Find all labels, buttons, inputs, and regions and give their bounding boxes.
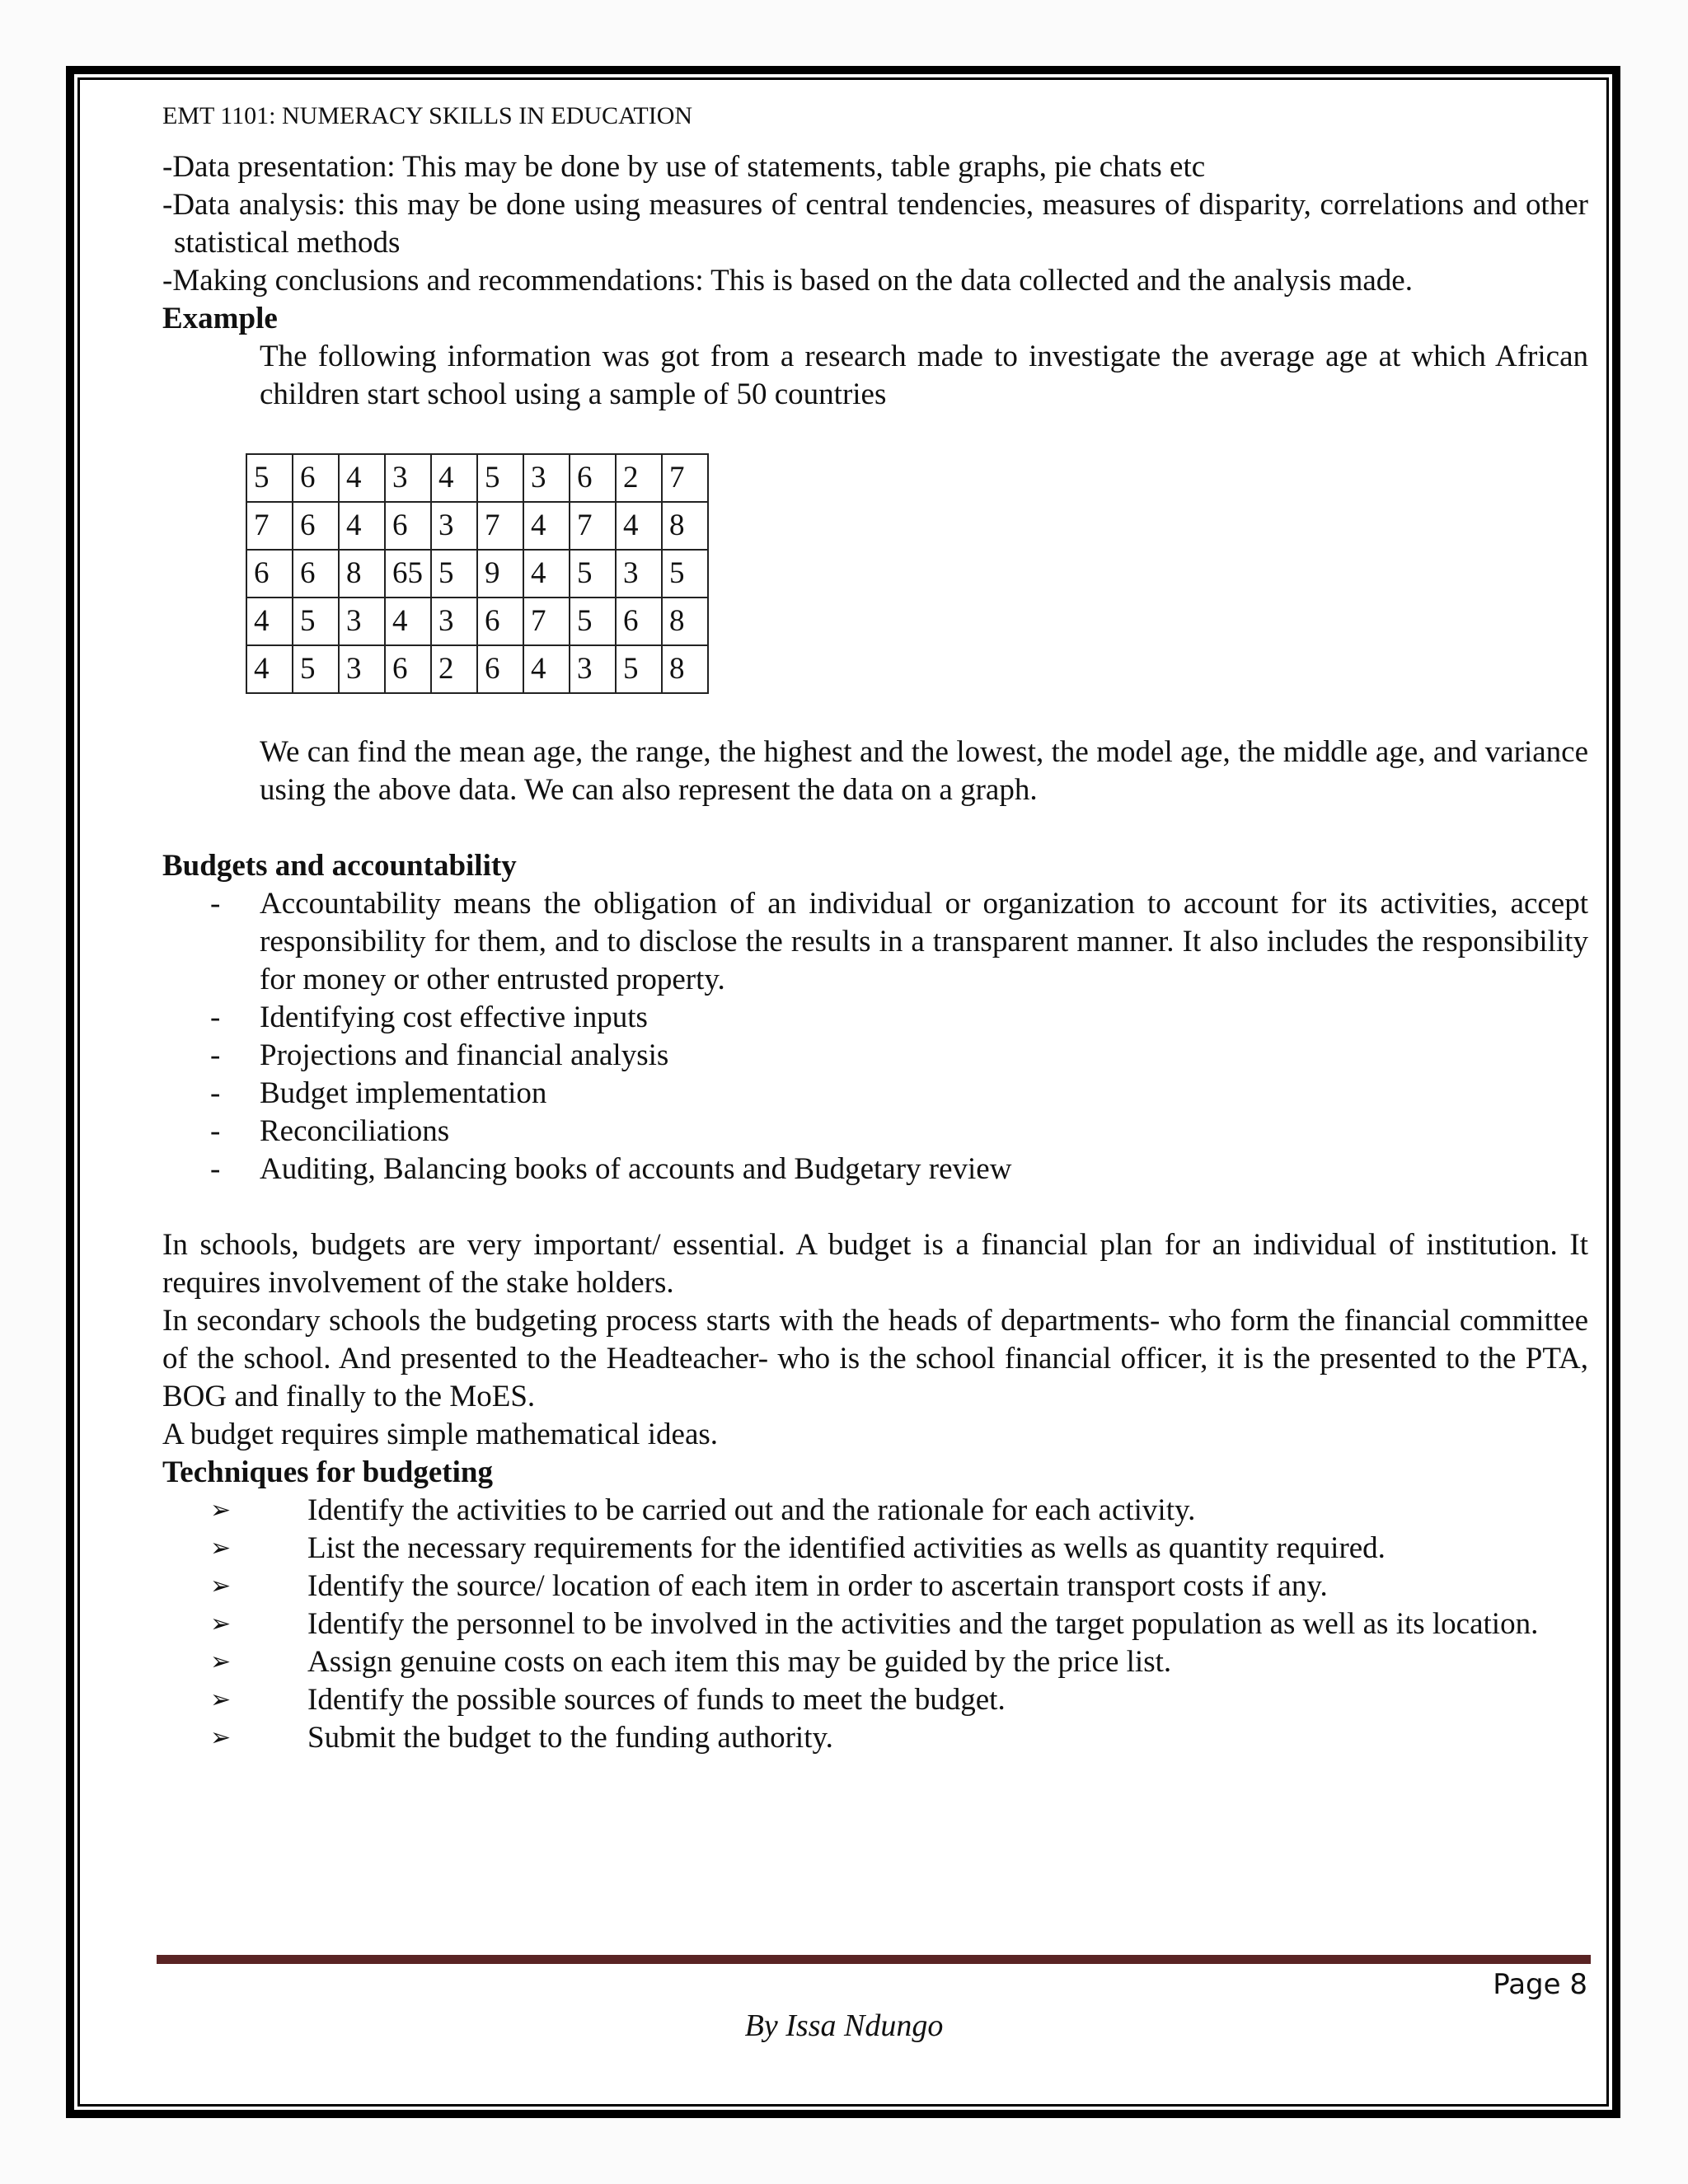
list-item: - Reconciliations bbox=[162, 1113, 1588, 1151]
intro-item-analysis: -Data analysis: this may be done using measures of central tendencies, measures of disparity, correlations and other statistical methods bbox=[162, 188, 1588, 260]
arrow-bullet-icon: ➢ bbox=[210, 1723, 232, 1752]
table-cell: 4 bbox=[523, 502, 570, 550]
list-item: - Accountability means the obligation of an individual or organization to account for its activities, accept responsibility for them, and to disclose the results in a transparent manner. It also includes the responsibility for money or other entrusted property. bbox=[162, 885, 1588, 999]
list-item: ➢ Assign genuine costs on each item this may be guided by the price list. bbox=[162, 1643, 1588, 1681]
table-cell: 2 bbox=[616, 454, 662, 502]
paragraph-math-ideas: A budget requires simple mathematical ideas. bbox=[162, 1418, 719, 1451]
table-cell: 3 bbox=[431, 598, 477, 645]
dash-marker: - bbox=[210, 1114, 221, 1148]
page-header: EMT 1101: NUMERACY SKILLS IN EDUCATION bbox=[162, 102, 693, 129]
table-cell: 4 bbox=[246, 645, 293, 693]
arrow-bullet-icon: ➢ bbox=[210, 1610, 232, 1638]
list-item: ➢ Submit the budget to the funding authority. bbox=[162, 1719, 1588, 1757]
intro-item-conclusions: -Making conclusions and recommendations: This is based on the data collected and the analysis made. bbox=[162, 264, 1413, 298]
table-cell: 65 bbox=[385, 550, 431, 598]
table-cell: 3 bbox=[570, 645, 616, 693]
budgets-list bbox=[162, 885, 1588, 1188]
arrow-bullet-icon: ➢ bbox=[210, 1647, 232, 1676]
table-cell: 5 bbox=[570, 550, 616, 598]
table-cell: 8 bbox=[339, 550, 385, 598]
table-cell: 3 bbox=[523, 454, 570, 502]
example-followup: We can find the mean age, the range, the highest and the lowest, the model age, the middle age, and variance using the above data. We can also represent the data on a graph. bbox=[260, 735, 1588, 807]
table-cell: 3 bbox=[339, 598, 385, 645]
table-cell: 6 bbox=[570, 454, 616, 502]
table-cell: 3 bbox=[339, 645, 385, 693]
intro-item-presentation: -Data presentation: This may be done by use of statements, table graphs, pie chats etc bbox=[162, 150, 1206, 184]
list-item: ➢ Identify the source/ location of each item in order to ascertain transport costs if any. bbox=[162, 1568, 1588, 1605]
table-cell: 4 bbox=[523, 550, 570, 598]
table-cell: 4 bbox=[246, 598, 293, 645]
table-cell: 6 bbox=[616, 598, 662, 645]
list-item: - Auditing, Balancing books of accounts and Budgetary review bbox=[162, 1151, 1588, 1188]
table-cell: 5 bbox=[246, 454, 293, 502]
table-cell: 9 bbox=[477, 550, 523, 598]
table-cell: 4 bbox=[616, 502, 662, 550]
dash-marker: - bbox=[210, 1001, 221, 1034]
list-item: ➢ Identify the possible sources of funds to meet the budget. bbox=[162, 1681, 1588, 1719]
table-cell: 3 bbox=[385, 454, 431, 502]
page-number: Page 8 bbox=[1493, 1968, 1587, 2001]
table-cell: 6 bbox=[385, 645, 431, 693]
table-row bbox=[246, 502, 708, 550]
table-cell: 7 bbox=[570, 502, 616, 550]
example-heading: Example bbox=[162, 302, 278, 335]
table-cell: 5 bbox=[293, 598, 339, 645]
table-cell: 7 bbox=[477, 502, 523, 550]
example-description: The following information was got from a research made to investigate the average age at which African children start school using a sample of 50 countries bbox=[260, 340, 1588, 411]
table-cell: 5 bbox=[477, 454, 523, 502]
list-item: ➢ Identify the activities to be carried out and the rationale for each activity. bbox=[162, 1492, 1588, 1530]
table-cell: 2 bbox=[431, 645, 477, 693]
dash-marker: - bbox=[210, 1152, 221, 1186]
table-cell: 4 bbox=[339, 454, 385, 502]
table-cell: 7 bbox=[662, 454, 708, 502]
table-row bbox=[246, 454, 708, 502]
table-row bbox=[246, 598, 708, 645]
techniques-heading: Techniques for budgeting bbox=[162, 1455, 493, 1489]
arrow-bullet-icon: ➢ bbox=[210, 1572, 232, 1601]
arrow-bullet-icon: ➢ bbox=[210, 1496, 232, 1525]
list-item: - Identifying cost effective inputs bbox=[162, 999, 1588, 1037]
paragraph-budgets-importance: In schools, budgets are very important/ essential. A budget is a financial plan for an individual of institution. It requires involvement of the stake holders. bbox=[162, 1228, 1588, 1300]
dash-marker: - bbox=[210, 1038, 221, 1072]
table-cell: 6 bbox=[293, 454, 339, 502]
table-cell: 6 bbox=[293, 502, 339, 550]
dash-marker: - bbox=[210, 1076, 221, 1110]
table-cell: 4 bbox=[523, 645, 570, 693]
table-cell: 7 bbox=[246, 502, 293, 550]
list-item: ➢ List the necessary requirements for the identified activities as wells as quantity required. bbox=[162, 1530, 1588, 1568]
arrow-bullet-icon: ➢ bbox=[210, 1534, 232, 1563]
table-cell: 6 bbox=[246, 550, 293, 598]
arrow-bullet-icon: ➢ bbox=[210, 1685, 232, 1714]
table-cell: 6 bbox=[293, 550, 339, 598]
page-content bbox=[162, 97, 1588, 1757]
table-cell: 8 bbox=[662, 645, 708, 693]
list-item: ➢ Identify the personnel to be involved in the activities and the target population as well as its location. bbox=[162, 1605, 1588, 1643]
table-cell: 8 bbox=[662, 502, 708, 550]
table-cell: 3 bbox=[616, 550, 662, 598]
author-credit: By Issa Ndungo bbox=[744, 2008, 944, 2043]
table-cell: 7 bbox=[523, 598, 570, 645]
footer-divider bbox=[157, 1955, 1591, 1964]
table-cell: 5 bbox=[570, 598, 616, 645]
table-cell: 6 bbox=[385, 502, 431, 550]
table-cell: 5 bbox=[431, 550, 477, 598]
list-item: - Projections and financial analysis bbox=[162, 1037, 1588, 1075]
table-cell: 8 bbox=[662, 598, 708, 645]
ages-table bbox=[246, 453, 709, 694]
budgets-heading: Budgets and accountability bbox=[162, 849, 517, 883]
paragraph-budgeting-process: In secondary schools the budgeting process starts with the heads of departments- who form the financial committee of the school. And presented to the Headteacher- who is the school financial officer, it is the presented to the PTA, BOG and finally to the MoES. bbox=[162, 1304, 1588, 1413]
table-cell: 3 bbox=[431, 502, 477, 550]
table-cell: 6 bbox=[477, 645, 523, 693]
table-row bbox=[246, 550, 708, 598]
list-item: - Budget implementation bbox=[162, 1075, 1588, 1113]
techniques-list bbox=[162, 1492, 1588, 1757]
table-cell: 5 bbox=[662, 550, 708, 598]
table-cell: 4 bbox=[431, 454, 477, 502]
table-cell: 4 bbox=[385, 598, 431, 645]
table-cell: 6 bbox=[477, 598, 523, 645]
table-row bbox=[246, 645, 708, 693]
table-cell: 4 bbox=[339, 502, 385, 550]
table-cell: 5 bbox=[293, 645, 339, 693]
table-cell: 5 bbox=[616, 645, 662, 693]
dash-marker: - bbox=[210, 887, 221, 921]
